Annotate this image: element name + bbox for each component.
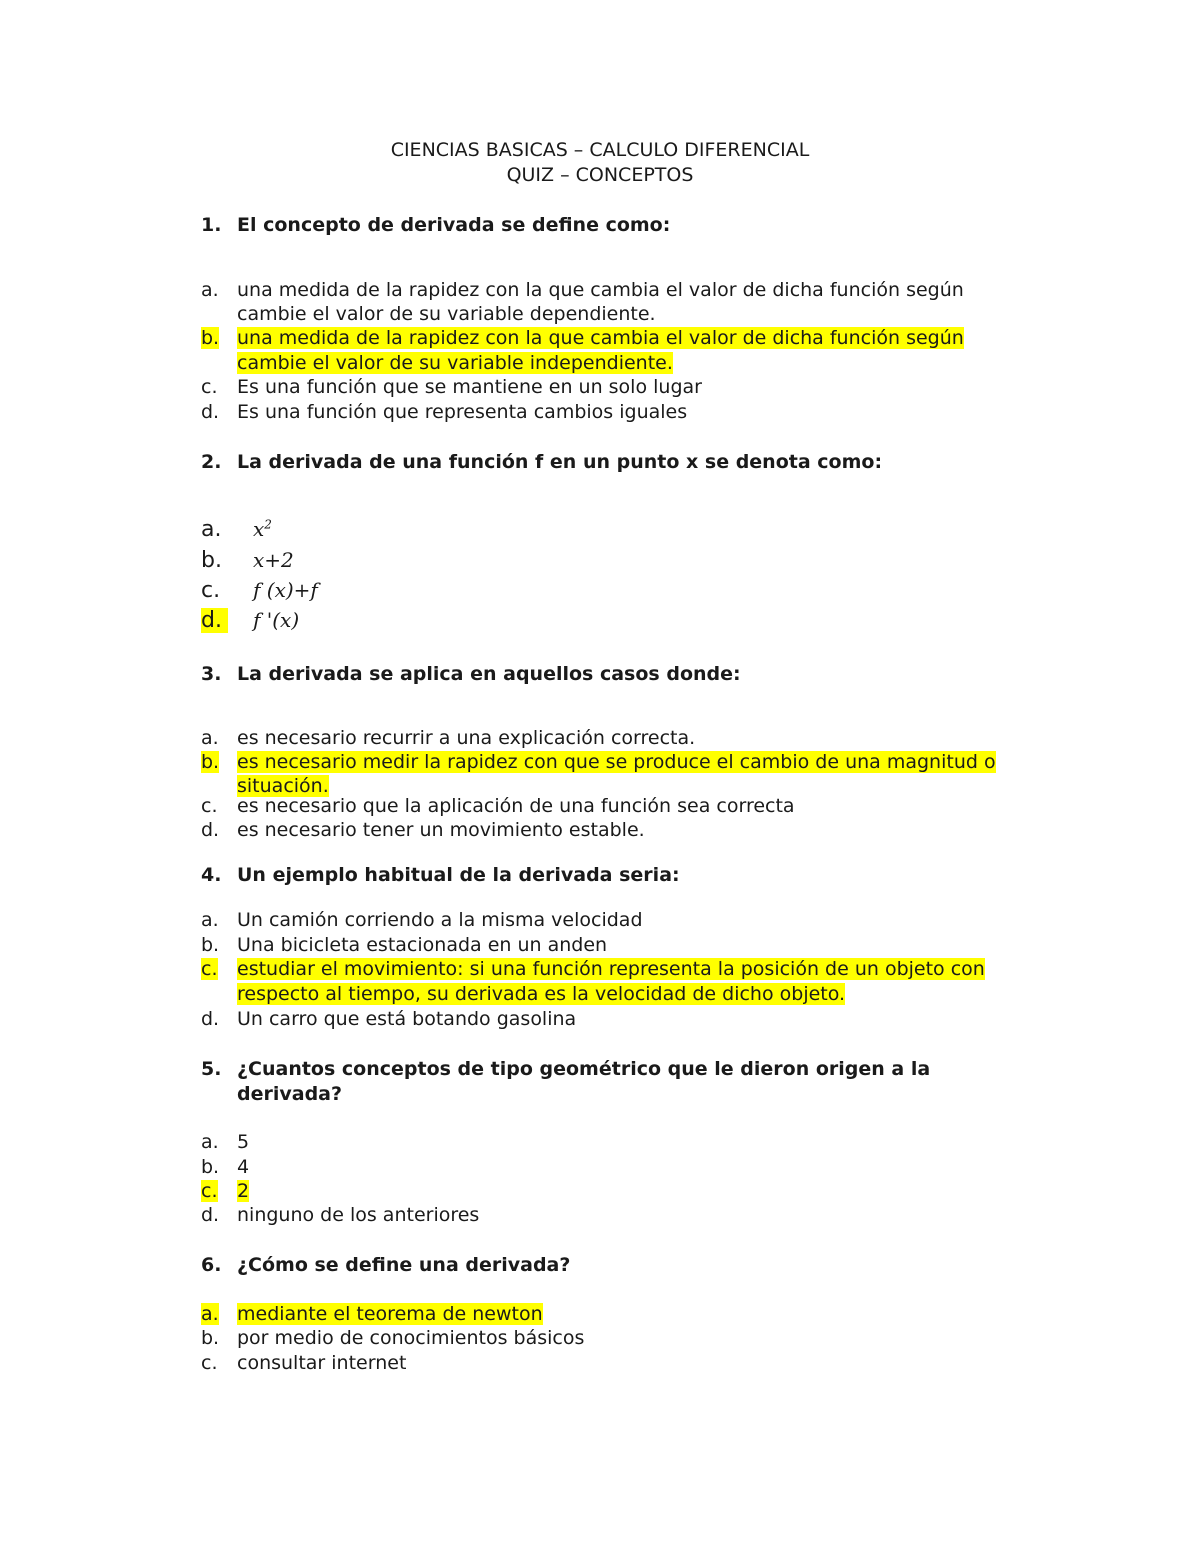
document-title: CIENCIAS BASICAS – CALCULO DIFERENCIAL	[390, 139, 810, 161]
option-text-continued: cambie el valor de su variable dependiente.	[237, 303, 656, 325]
option-letter: d.	[201, 401, 220, 423]
question-number: 1.	[201, 214, 222, 236]
question-text: La derivada se aplica en aquellos casos donde:	[237, 663, 741, 685]
question-text: La derivada de una función f en un punto x se denota como:	[237, 451, 883, 473]
option-text: por medio de conocimientos básicos	[237, 1327, 585, 1349]
option-letter: d.	[201, 1204, 220, 1226]
question-number: 3.	[201, 663, 222, 685]
math-expression: x+2	[253, 548, 294, 572]
option-text-highlighted: es necesario medir la rapidez con que se produce el cambio de una magnitud o	[237, 751, 996, 773]
question-text: ¿Cómo se define una derivada?	[237, 1254, 571, 1276]
question-number: 2.	[201, 451, 222, 473]
option-text-highlighted-continued: cambie el valor de su variable independiente.	[237, 352, 673, 374]
option-text-highlighted: mediante el teorema de newton	[237, 1303, 543, 1325]
option-letter: c.	[201, 376, 218, 398]
option-text: Es una función que representa cambios iguales	[237, 401, 688, 423]
option-letter-highlighted: b.	[201, 751, 220, 773]
option-letter: b.	[201, 548, 222, 573]
option-text: una medida de la rapidez con la que cambia el valor de dicha función según	[237, 279, 964, 301]
option-letter-highlighted: b.	[201, 327, 220, 349]
option-text: Es una función que se mantiene en un solo lugar	[237, 376, 702, 398]
math-expression: $x^2$	[253, 517, 272, 541]
option-text-highlighted-continued: situación.	[237, 775, 329, 797]
option-text: 4	[237, 1156, 250, 1178]
question-number: 5.	[201, 1058, 222, 1080]
option-letter: b.	[201, 1156, 220, 1178]
option-letter: a.	[201, 1131, 219, 1153]
option-text: ninguno de los anteriores	[237, 1204, 480, 1226]
option-text: consultar internet	[237, 1352, 407, 1374]
question-text: Un ejemplo habitual de la derivada seria:	[237, 864, 680, 886]
option-letter: a.	[201, 517, 222, 542]
option-text-highlighted: 2	[237, 1180, 250, 1202]
option-letter-highlighted: a.	[201, 1303, 219, 1325]
option-text: es necesario que la aplicación de una función sea correcta	[237, 795, 795, 817]
question-number: 4.	[201, 864, 222, 886]
math-expression: f (x)+f	[253, 578, 318, 602]
question-text-continued: derivada?	[237, 1083, 343, 1105]
option-text: es necesario tener un movimiento estable.	[237, 819, 645, 841]
option-text: Un camión corriendo a la misma velocidad	[237, 909, 643, 931]
option-letter: a.	[201, 279, 219, 301]
option-letter-highlighted: c.	[201, 958, 218, 980]
option-letter: b.	[201, 934, 220, 956]
option-letter: d.	[201, 1008, 220, 1030]
option-text: es necesario recurrir a una explicación correcta.	[237, 727, 696, 749]
option-letter: b.	[201, 1327, 220, 1349]
option-text-highlighted-continued: respecto al tiempo, su derivada es la velocidad de dicho objeto.	[237, 983, 846, 1005]
question-text: El concepto de derivada se define como:	[237, 214, 671, 236]
math-expression: f '(x)	[253, 608, 300, 632]
option-letter: a.	[201, 727, 219, 749]
option-text-highlighted: estudiar el movimiento: si una función representa la posición de un objeto con	[237, 958, 985, 980]
document-subtitle: QUIZ – CONCEPTOS	[506, 164, 694, 186]
option-letter: c.	[201, 1352, 218, 1374]
option-letter-highlighted: d.	[201, 608, 228, 633]
question-number: 6.	[201, 1254, 222, 1276]
option-text: Un carro que está botando gasolina	[237, 1008, 577, 1030]
option-letter: c.	[201, 795, 218, 817]
option-text: Una bicicleta estacionada en un anden	[237, 934, 608, 956]
option-text: 5	[237, 1131, 250, 1153]
option-letter: a.	[201, 909, 219, 931]
question-text: ¿Cuantos conceptos de tipo geométrico que le dieron origen a la	[237, 1058, 931, 1080]
option-letter: d.	[201, 819, 220, 841]
option-letter: c.	[201, 578, 221, 603]
option-letter-highlighted: c.	[201, 1180, 218, 1202]
option-text-highlighted: una medida de la rapidez con la que cambia el valor de dicha función según	[237, 327, 964, 349]
